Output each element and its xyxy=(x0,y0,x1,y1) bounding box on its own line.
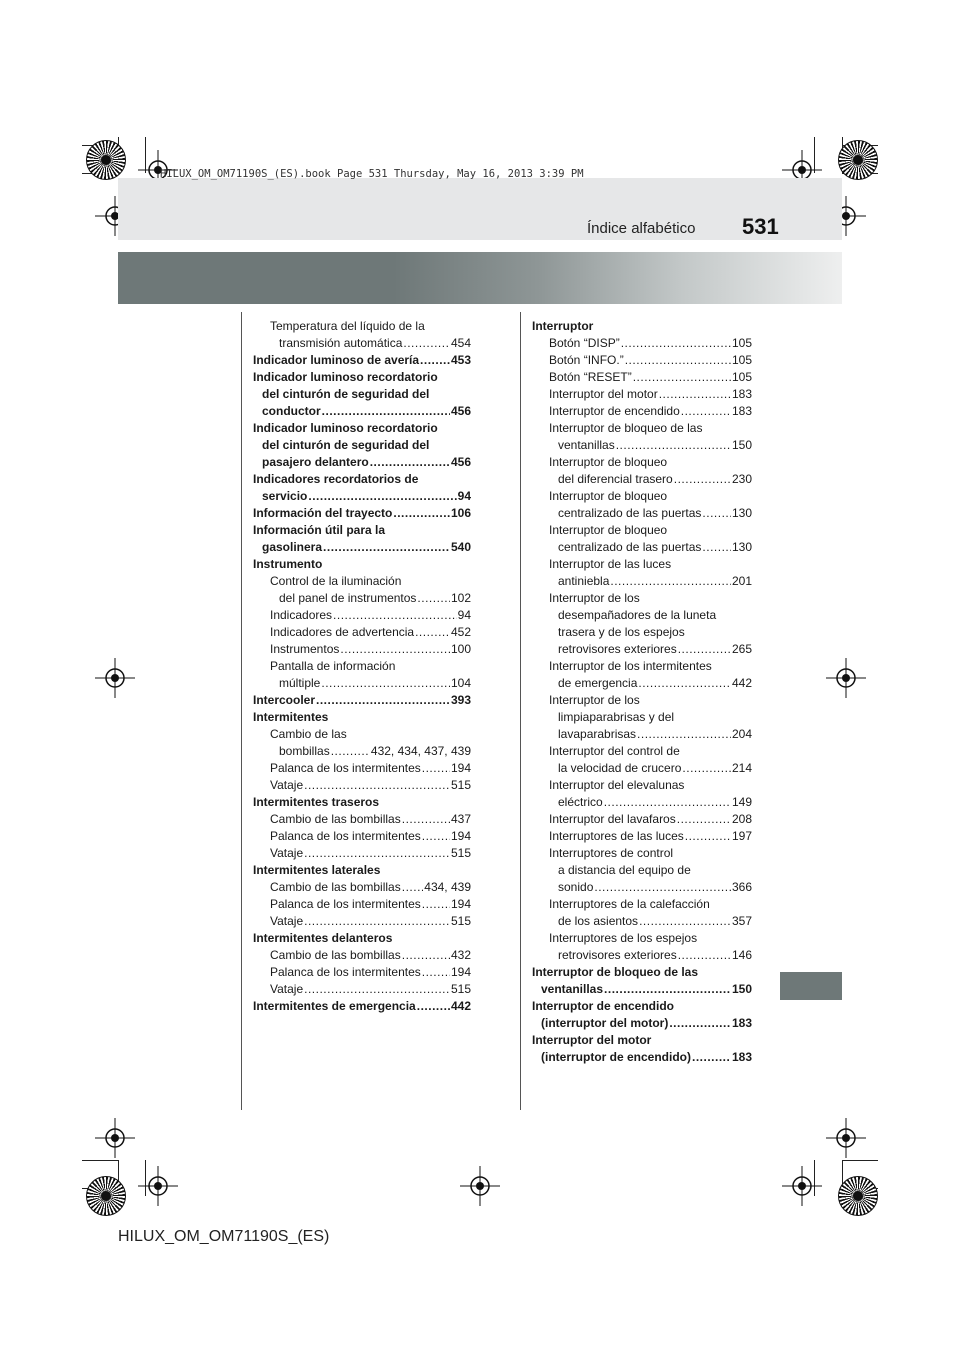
crosshair-icon xyxy=(138,1166,178,1206)
index-entry xyxy=(532,573,752,590)
index-entry-text: Interruptor xyxy=(532,319,594,333)
index-entry-text: Interruptor de los intermitentes xyxy=(549,659,712,673)
footer-document-code: HILUX_OM_OM71190S_(ES) xyxy=(118,1228,330,1245)
index-entry xyxy=(532,624,752,641)
index-entry-page[interactable]: 201 xyxy=(731,574,752,588)
index-entry-text: transmisión automática xyxy=(279,336,403,350)
index-entry xyxy=(253,726,471,743)
index-entry-text: Indicadores xyxy=(270,608,333,622)
crop-mark xyxy=(82,1160,118,1161)
index-entry xyxy=(532,743,752,760)
index-entry xyxy=(253,386,471,403)
index-entry-text: Instrumentos xyxy=(270,642,340,656)
crop-mark xyxy=(842,1160,878,1161)
index-entry xyxy=(532,318,752,335)
index-entry-page[interactable]: 130 xyxy=(731,506,752,520)
crosshair-icon xyxy=(782,1166,822,1206)
index-entry xyxy=(532,794,752,811)
leader-dots xyxy=(674,471,731,488)
index-entry xyxy=(253,760,471,777)
index-entry xyxy=(253,947,471,964)
index-entry xyxy=(532,862,752,879)
index-entry xyxy=(253,505,471,522)
leader-dots xyxy=(308,488,456,505)
index-entry-text: Pantalla de información xyxy=(270,659,396,673)
crosshair-icon xyxy=(95,1118,135,1158)
index-entry-text: Información útil para la xyxy=(253,523,386,537)
index-entry xyxy=(532,709,752,726)
index-entry xyxy=(253,488,471,505)
index-entry-page[interactable]: 453 xyxy=(450,353,471,367)
index-entry xyxy=(532,845,752,862)
index-entry-page[interactable]: 150 xyxy=(731,982,752,996)
index-entry-text: Palanca de los intermitentes xyxy=(270,829,421,843)
leader-dots xyxy=(621,335,731,352)
index-entry-text: Intermitentes delanteros xyxy=(253,931,393,945)
index-entry-text: centralizado de las puertas xyxy=(558,540,702,554)
index-entry xyxy=(532,964,752,981)
index-entry xyxy=(532,1015,752,1032)
leader-dots xyxy=(417,590,450,607)
index-entry xyxy=(532,998,752,1015)
column-rule-right xyxy=(520,312,521,1110)
index-entry-text: múltiple xyxy=(279,676,321,690)
index-entry-text: Interruptores de control xyxy=(549,846,674,860)
index-entry-text: Cambio de las bombillas xyxy=(270,812,401,826)
leader-dots xyxy=(422,828,450,845)
index-entry xyxy=(532,930,752,947)
index-entry xyxy=(253,692,471,709)
leader-dots xyxy=(393,505,450,522)
index-entry xyxy=(532,777,752,794)
index-entry-page[interactable]: 515 xyxy=(450,914,471,928)
index-entry-text: pasajero delantero xyxy=(262,455,369,469)
index-entry xyxy=(532,726,752,743)
index-entry-page[interactable]: 104 xyxy=(450,676,471,690)
index-entry-text: Interruptores de la calefacción xyxy=(549,897,710,911)
leader-dots xyxy=(638,675,731,692)
index-entry-text: Intercooler xyxy=(253,693,316,707)
index-entry-text: ventanillas xyxy=(558,438,615,452)
index-entry xyxy=(253,930,471,947)
index-entry-text: del diferencial trasero xyxy=(558,472,673,486)
index-entry-page[interactable]: 442 xyxy=(450,999,471,1013)
index-entry xyxy=(253,556,471,573)
index-entry-text: Temperatura del líquido de la xyxy=(270,319,425,333)
index-entry-page[interactable]: 150 xyxy=(731,438,752,452)
leader-dots xyxy=(604,981,731,998)
index-entry-text: centralizado de las puertas xyxy=(558,506,702,520)
index-entry-page[interactable]: 197 xyxy=(731,829,752,843)
index-entry-page[interactable]: 183 xyxy=(731,1016,752,1030)
index-entry-text: Instrumento xyxy=(253,557,323,571)
index-entry-text: desempañadores de la luneta xyxy=(558,608,717,622)
index-entry-text: Botón “DISP” xyxy=(549,336,620,350)
index-entry xyxy=(532,420,752,437)
index-entry xyxy=(253,964,471,981)
leader-dots xyxy=(333,607,457,624)
index-entry xyxy=(532,437,752,454)
leader-dots xyxy=(403,335,450,352)
index-entry xyxy=(532,488,752,505)
index-entry-text: (interruptor de encendido) xyxy=(541,1050,691,1064)
registration-fan-icon xyxy=(838,140,878,180)
index-entry xyxy=(532,811,752,828)
index-entry-text: Información del trayecto xyxy=(253,506,393,520)
index-entry-page[interactable]: 183 xyxy=(731,1050,752,1064)
index-entry xyxy=(253,658,471,675)
index-entry xyxy=(253,607,471,624)
index-entry-text: sonido xyxy=(558,880,594,894)
index-entry-text: Vataje xyxy=(270,778,304,792)
index-entry-text: bombillas xyxy=(279,744,330,758)
index-entry xyxy=(532,947,752,964)
index-entry-text: Interruptor del control de xyxy=(549,744,680,758)
index-entry xyxy=(532,675,752,692)
leader-dots xyxy=(639,913,731,930)
leader-dots xyxy=(304,913,450,930)
index-entry xyxy=(253,420,471,437)
index-entry-page[interactable]: 230 xyxy=(731,472,752,486)
leader-dots xyxy=(323,539,450,556)
leader-dots xyxy=(625,352,731,369)
leader-dots xyxy=(678,641,731,658)
index-entry-page[interactable]: 94 xyxy=(457,489,471,503)
index-entry-text: Indicador luminoso recordatorio xyxy=(253,370,438,384)
index-entry-text: Intermitentes traseros xyxy=(253,795,380,809)
leader-dots xyxy=(322,403,450,420)
leader-dots xyxy=(637,726,731,743)
index-entry-page[interactable]: 146 xyxy=(731,948,752,962)
index-entry xyxy=(253,522,471,539)
index-entry-text: limpiaparabrisas y del xyxy=(558,710,675,724)
index-entry xyxy=(532,1032,752,1049)
index-entry-text: Interruptor de bloqueo de las xyxy=(549,421,703,435)
index-entry xyxy=(532,556,752,573)
crosshair-icon xyxy=(95,658,135,698)
index-entry-text: Interruptores de las luces xyxy=(549,829,684,843)
index-entry-text: Vataje xyxy=(270,846,304,860)
index-entry-text: Interruptor de bloqueo xyxy=(549,455,668,469)
index-entry-text: Intermitentes laterales xyxy=(253,863,381,877)
index-entry-text: antiniebla xyxy=(558,574,610,588)
leader-dots xyxy=(669,1015,731,1032)
index-entry-page[interactable]: 434, 439 xyxy=(424,880,471,894)
index-entry-text: la velocidad de crucero xyxy=(558,761,682,775)
index-entry-text: Botón “RESET” xyxy=(549,370,632,384)
index-entry-text: Interruptor de bloqueo de las xyxy=(532,965,699,979)
leader-dots xyxy=(633,369,731,386)
index-entry xyxy=(532,828,752,845)
index-entry-text: Palanca de los intermitentes xyxy=(270,897,421,911)
leader-dots xyxy=(340,641,450,658)
index-entry-text: de emergencia xyxy=(558,676,638,690)
section-title: Índice alfabético xyxy=(587,220,696,237)
index-entry-text: Interruptor del motor xyxy=(549,387,658,401)
index-column-left xyxy=(253,318,471,1015)
index-entry xyxy=(532,335,752,352)
index-entry-page[interactable]: 208 xyxy=(731,812,752,826)
index-entry-page[interactable]: 183 xyxy=(731,404,752,418)
header-light-band xyxy=(118,178,842,240)
index-entry-text: a distancia del equipo de xyxy=(558,863,691,877)
index-entry xyxy=(253,675,471,692)
index-entry-text: Palanca de los intermitentes xyxy=(270,965,421,979)
index-entry xyxy=(253,743,471,760)
index-entry-page[interactable]: 540 xyxy=(450,540,471,554)
leader-dots xyxy=(304,981,450,998)
leader-dots xyxy=(616,437,731,454)
leader-dots xyxy=(685,828,731,845)
leader-dots xyxy=(370,454,450,471)
index-entry xyxy=(532,505,752,522)
index-entry-page[interactable]: 393 xyxy=(450,693,471,707)
index-entry-page[interactable]: 106 xyxy=(450,506,471,520)
leader-dots xyxy=(422,760,450,777)
crosshair-icon xyxy=(826,658,866,698)
book-info-line: HILUX_OM_OM71190S_(ES).book Page 531 Thursday, May 16, 2013 3:39 PM xyxy=(160,168,584,180)
index-entry xyxy=(253,590,471,607)
index-entry-text: Interruptor de bloqueo xyxy=(549,489,668,503)
leader-dots xyxy=(402,879,424,896)
index-entry xyxy=(532,386,752,403)
index-entry-page[interactable]: 515 xyxy=(450,778,471,792)
index-entry-text: Botón “INFO.” xyxy=(549,353,624,367)
index-entry-text: retrovisores exteriores xyxy=(558,948,677,962)
leader-dots xyxy=(417,998,450,1015)
index-entry-text: Cambio de las bombillas xyxy=(270,880,401,894)
leader-dots xyxy=(610,573,731,590)
index-entry xyxy=(532,539,752,556)
index-entry-text: Intermitentes de emergencia xyxy=(253,999,416,1013)
registration-fan-icon xyxy=(86,1176,126,1216)
index-entry-page[interactable]: 194 xyxy=(450,965,471,979)
index-entry xyxy=(532,352,752,369)
index-entry xyxy=(532,522,752,539)
index-entry xyxy=(253,573,471,590)
index-entry-text: Vataje xyxy=(270,982,304,996)
leader-dots xyxy=(594,879,731,896)
index-entry-page[interactable]: 194 xyxy=(450,829,471,843)
column-rule-left xyxy=(241,312,242,1110)
index-entry xyxy=(253,794,471,811)
leader-dots xyxy=(321,675,450,692)
index-entry-page[interactable]: 366 xyxy=(731,880,752,894)
index-entry-page[interactable]: 515 xyxy=(450,846,471,860)
index-entry-text: Interruptor del motor xyxy=(532,1033,652,1047)
index-entry xyxy=(532,607,752,624)
index-entry-page[interactable]: 130 xyxy=(731,540,752,554)
index-entry-text: servicio xyxy=(262,489,308,503)
leader-dots xyxy=(331,743,370,760)
index-entry xyxy=(532,658,752,675)
index-entry-text: trasera y de los espejos xyxy=(558,625,685,639)
index-entry xyxy=(532,641,752,658)
index-entry-text: ventanillas xyxy=(541,982,604,996)
index-entry-text: Interruptor de encendido xyxy=(549,404,680,418)
leader-dots xyxy=(304,777,450,794)
index-entry-text: Cambio de las xyxy=(270,727,347,741)
index-entry xyxy=(253,896,471,913)
index-entry-text: Cambio de las bombillas xyxy=(270,948,401,962)
index-entry xyxy=(532,454,752,471)
index-entry-page[interactable]: 357 xyxy=(731,914,752,928)
index-entry-page[interactable]: 183 xyxy=(731,387,752,401)
index-entry-page[interactable]: 432, 434, 437, 439 xyxy=(370,744,471,758)
index-entry-text: Interruptor de los xyxy=(549,693,640,707)
header-gradient-band xyxy=(118,252,842,304)
index-entry-page[interactable]: 454 xyxy=(450,336,471,350)
index-entry xyxy=(532,981,752,998)
index-entry-text: del panel de instrumentos xyxy=(279,591,417,605)
index-entry-page[interactable]: 442 xyxy=(731,676,752,690)
index-entry-text: Vataje xyxy=(270,914,304,928)
index-entry xyxy=(532,590,752,607)
index-entry-text: Indicador luminoso de avería xyxy=(253,353,420,367)
section-thumb-tab xyxy=(780,972,842,1000)
index-entry xyxy=(253,709,471,726)
index-entry-page[interactable]: 94 xyxy=(457,608,471,622)
registration-fan-icon xyxy=(838,1176,878,1216)
index-entry-page[interactable]: 149 xyxy=(731,795,752,809)
index-entry-text: Control de la iluminación xyxy=(270,574,402,588)
index-entry xyxy=(253,879,471,896)
index-entry-page[interactable]: 515 xyxy=(450,982,471,996)
index-entry-page[interactable]: 432 xyxy=(450,948,471,962)
index-entry-page[interactable]: 204 xyxy=(731,727,752,741)
index-entry-text: conductor xyxy=(262,404,321,418)
index-entry xyxy=(253,437,471,454)
index-entry xyxy=(253,471,471,488)
leader-dots xyxy=(422,896,450,913)
leader-dots xyxy=(304,845,450,862)
leader-dots xyxy=(692,1049,731,1066)
index-entry xyxy=(532,692,752,709)
index-entry xyxy=(532,896,752,913)
leader-dots xyxy=(316,692,450,709)
index-column-right xyxy=(532,318,752,1066)
index-entry-text: Indicadores recordatorios de xyxy=(253,472,419,486)
index-entry-text: del cinturón de seguridad del xyxy=(262,438,430,452)
index-entry-text: retrovisores exteriores xyxy=(558,642,677,656)
index-entry xyxy=(532,369,752,386)
index-entry xyxy=(253,913,471,930)
index-entry xyxy=(253,335,471,352)
index-entry xyxy=(253,539,471,556)
index-entry-text: eléctrico xyxy=(558,795,603,809)
index-entry-text: (interruptor del motor) xyxy=(541,1016,669,1030)
index-entry-text: Interruptor de bloqueo xyxy=(549,523,668,537)
leader-dots xyxy=(659,386,731,403)
index-entry xyxy=(532,403,752,420)
index-entry xyxy=(532,913,752,930)
page-number: 531 xyxy=(742,214,779,239)
leader-dots xyxy=(681,403,731,420)
index-entry xyxy=(253,828,471,845)
leader-dots xyxy=(702,539,731,556)
index-entry-page[interactable]: 105 xyxy=(731,353,752,367)
index-entry-page[interactable]: 100 xyxy=(450,642,471,656)
index-entry-text: gasolinera xyxy=(262,540,323,554)
leader-dots xyxy=(402,811,450,828)
leader-dots xyxy=(677,811,731,828)
leader-dots xyxy=(415,624,450,641)
leader-dots xyxy=(604,794,731,811)
index-entry-page[interactable]: 265 xyxy=(731,642,752,656)
index-entry-text: Palanca de los intermitentes xyxy=(270,761,421,775)
index-entry xyxy=(253,641,471,658)
index-entry xyxy=(532,760,752,777)
leader-dots xyxy=(420,352,450,369)
index-entry xyxy=(253,845,471,862)
index-entry xyxy=(253,369,471,386)
index-entry xyxy=(253,811,471,828)
index-entry-page[interactable]: 194 xyxy=(450,897,471,911)
index-entry xyxy=(532,1049,752,1066)
index-entry-page[interactable]: 102 xyxy=(450,591,471,605)
index-entry-text: Interruptor de los xyxy=(549,591,640,605)
index-entry xyxy=(253,454,471,471)
leader-dots xyxy=(702,505,731,522)
leader-dots xyxy=(682,760,731,777)
index-entry-text: Interruptor del elevalunas xyxy=(549,778,685,792)
index-entry xyxy=(253,998,471,1015)
index-entry-text: Interruptores de los espejos xyxy=(549,931,698,945)
leader-dots xyxy=(422,964,450,981)
leader-dots xyxy=(678,947,731,964)
index-entry xyxy=(253,403,471,420)
index-entry-page[interactable]: 456 xyxy=(450,455,471,469)
index-entry xyxy=(253,352,471,369)
registration-fan-icon xyxy=(86,140,126,180)
index-entry-text: del cinturón de seguridad del xyxy=(262,387,430,401)
crosshair-icon xyxy=(826,1118,866,1158)
index-entry-page[interactable]: 105 xyxy=(731,370,752,384)
index-entry-text: Interruptor de encendido xyxy=(532,999,675,1013)
index-entry xyxy=(532,879,752,896)
index-entry-page[interactable]: 214 xyxy=(731,761,752,775)
index-entry xyxy=(253,777,471,794)
index-entry-page[interactable]: 105 xyxy=(731,336,752,350)
crosshair-icon xyxy=(460,1166,500,1206)
index-entry-text: de los asientos xyxy=(558,914,639,928)
index-entry-page[interactable]: 456 xyxy=(450,404,471,418)
index-entry-page[interactable]: 452 xyxy=(450,625,471,639)
index-entry-text: Intermitentes xyxy=(253,710,329,724)
index-entry-page[interactable]: 194 xyxy=(450,761,471,775)
index-entry xyxy=(253,862,471,879)
index-entry-text: Indicador luminoso recordatorio xyxy=(253,421,438,435)
index-entry-text: lavaparabrisas xyxy=(558,727,637,741)
index-entry xyxy=(532,471,752,488)
index-entry xyxy=(253,981,471,998)
index-entry-text: Interruptor del lavafaros xyxy=(549,812,676,826)
index-entry xyxy=(253,318,471,335)
index-entry-text: Interruptor de las luces xyxy=(549,557,672,571)
leader-dots xyxy=(402,947,450,964)
index-entry-page[interactable]: 437 xyxy=(450,812,471,826)
index-entry-text: Indicadores de advertencia xyxy=(270,625,415,639)
index-entry xyxy=(253,624,471,641)
